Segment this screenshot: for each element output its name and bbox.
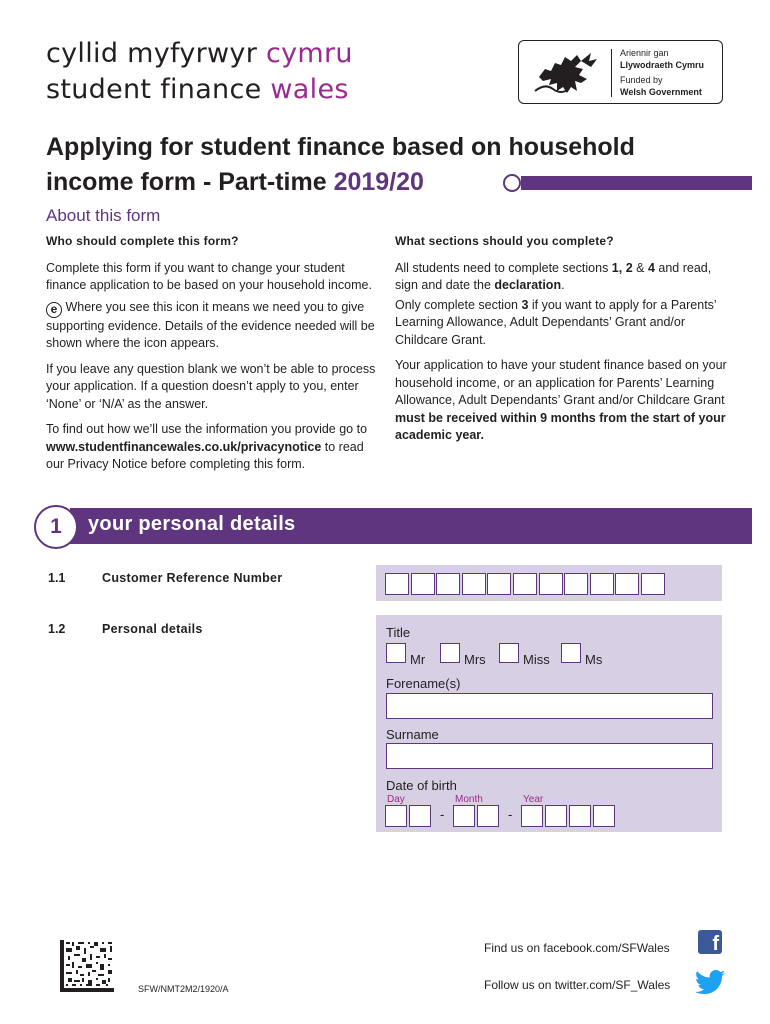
r-p3-b: must be received within 9 months from the start of your academic year. — [395, 410, 726, 442]
r-p2-a: Only complete section — [395, 297, 522, 312]
dob-month-box[interactable] — [477, 805, 499, 827]
about-left-p3: If you leave any question blank we won’t be able to process your application. If a question doesn’t apply to you, enter ‘None’ or ‘N/A’ as the answer. — [46, 361, 376, 411]
crn-box[interactable] — [462, 573, 486, 595]
r-p1-d: 4 — [647, 260, 655, 275]
section-1-number: 1 — [34, 505, 78, 549]
dob-year-box[interactable] — [569, 805, 591, 827]
title-mrs-checkbox[interactable] — [440, 643, 460, 663]
about-heading: About this form — [46, 206, 161, 225]
about-left-p4-start: To find out how we’ll use the information you provide go to — [46, 422, 368, 436]
dob-dash: - — [508, 807, 513, 822]
form-code: SFW/NMT2M2/1920/A — [138, 984, 229, 994]
r-p1-c: & — [632, 260, 648, 275]
q-1-1-label: Customer Reference Number — [102, 571, 283, 585]
about-left-p2 — [46, 299, 378, 353]
title-mr-checkbox[interactable] — [386, 643, 406, 663]
logo-welsh-text: cyllid myfyrwyr — [46, 38, 266, 69]
dob-year-label: Year — [523, 794, 544, 805]
title-ms-checkbox[interactable] — [561, 643, 581, 663]
forename-label: Forename(s) — [386, 676, 461, 691]
title-bar-decoration — [521, 176, 752, 190]
q-1-2-number: 1.2 — [48, 622, 66, 636]
what-heading: What sections should you complete? — [395, 234, 614, 248]
dob-month-label: Month — [455, 794, 483, 805]
dob-day-box[interactable] — [409, 805, 431, 827]
crn-box[interactable] — [411, 573, 435, 595]
about-left-p4 — [46, 421, 378, 474]
crn-box[interactable] — [641, 573, 665, 595]
section-1-title: your personal details — [88, 513, 296, 535]
crn-box[interactable] — [590, 573, 614, 595]
r-p1-e: and read, sign and date the — [395, 260, 712, 292]
privacy-notice-link[interactable]: www.studentfinancewales.co.uk/privacynotice — [46, 439, 322, 454]
q-1-2-label: Personal details — [102, 622, 203, 636]
crn-box[interactable] — [513, 573, 537, 595]
r-p1-b: 1, 2 — [611, 260, 633, 275]
who-heading: Who should complete this form? — [46, 234, 239, 248]
gov-text — [620, 47, 704, 98]
welsh-government-logo — [518, 40, 723, 104]
title-miss-label: Miss — [523, 652, 550, 667]
twitter-icon[interactable] — [696, 970, 726, 994]
facebook-icon[interactable]: f — [698, 930, 722, 954]
dob-dash: - — [440, 807, 445, 822]
barcode-icon — [60, 940, 114, 992]
crn-box[interactable] — [385, 573, 409, 595]
dob-label: Date of birth — [386, 778, 457, 793]
dob-year-box[interactable] — [521, 805, 543, 827]
page-title-line-2 — [46, 168, 424, 197]
logo-english-accent: wales — [270, 74, 349, 105]
dob-day-box[interactable] — [385, 805, 407, 827]
twitter-link[interactable]: Follow us on twitter.com/SF_Wales — [484, 978, 671, 992]
logo-english-text: student finance — [46, 74, 271, 105]
personal-details-panel — [376, 615, 722, 832]
gov-divider — [611, 49, 612, 97]
forename-field[interactable] — [386, 693, 713, 719]
about-right-p2 — [395, 297, 727, 350]
crn-box[interactable] — [615, 573, 639, 595]
crn-box[interactable] — [539, 573, 563, 595]
about-left-p1: Complete this form if you want to change your student finance application to be based on your household income. — [46, 260, 372, 292]
logo-english — [46, 74, 349, 105]
r-p2-c: if you want to apply for a Parents’ Learning Allowance, Adult Dependants’ Grant and/or Childcare Grant. — [395, 297, 717, 347]
gov-line-3: Funded by — [620, 75, 663, 85]
gov-line-1: Ariennir gan — [620, 48, 669, 58]
crn-input — [385, 573, 667, 595]
title-label: Title — [386, 625, 411, 640]
page-title-text: income form - Part-time — [46, 168, 327, 196]
about-left-p4-end: to read our Privacy Notice before completing this form. — [46, 439, 364, 471]
title-ring-decoration — [503, 174, 521, 192]
facebook-link[interactable]: Find us on facebook.com/SFWales — [484, 941, 670, 955]
r-p2-b: 3 — [521, 297, 529, 312]
title-miss-checkbox[interactable] — [499, 643, 519, 663]
crn-box[interactable] — [487, 573, 511, 595]
about-left-p2-text: Where you see this icon it means we need you to give supporting evidence. Details of the evidence needed will be shown where the icon appears. — [46, 299, 375, 350]
page-title-line-1: Applying for student finance based on household — [46, 133, 635, 161]
crn-box[interactable] — [436, 573, 460, 595]
r-p3-a: Your application to have your student finance based on your household income, or an application for Parents’ Learning Allowance, Adult Dependants’ Grant and/or Childcare Grant — [395, 358, 727, 407]
about-right-column — [395, 233, 727, 453]
about-right-p3 — [395, 357, 727, 445]
dob-year-box[interactable] — [593, 805, 615, 827]
r-p1-g: . — [561, 278, 565, 292]
about-left-column — [46, 233, 378, 482]
q-1-1-number: 1.1 — [48, 571, 66, 585]
r-p1-a: All students need to complete sections — [395, 260, 612, 275]
gov-line-4: Welsh Government — [620, 87, 702, 97]
logo-welsh — [46, 38, 353, 69]
dob-year-box[interactable] — [545, 805, 567, 827]
gov-line-2: Llywodraeth Cymru — [620, 60, 705, 70]
page-title-year: 2019/20 — [333, 168, 424, 196]
title-mrs-label: Mrs — [464, 652, 486, 667]
about-right-p1 — [395, 260, 727, 295]
surname-field[interactable] — [386, 743, 713, 769]
surname-label: Surname — [386, 727, 439, 742]
title-ms-label: Ms — [585, 652, 603, 667]
title-mr-label: Mr — [410, 652, 426, 667]
dragon-icon — [531, 47, 601, 99]
r-p1-f: declaration — [494, 278, 562, 292]
evidence-icon: e — [46, 302, 62, 318]
dob-day-label: Day — [387, 794, 405, 805]
logo-welsh-accent: cymru — [265, 38, 353, 69]
crn-box[interactable] — [564, 573, 588, 595]
dob-month-box[interactable] — [453, 805, 475, 827]
